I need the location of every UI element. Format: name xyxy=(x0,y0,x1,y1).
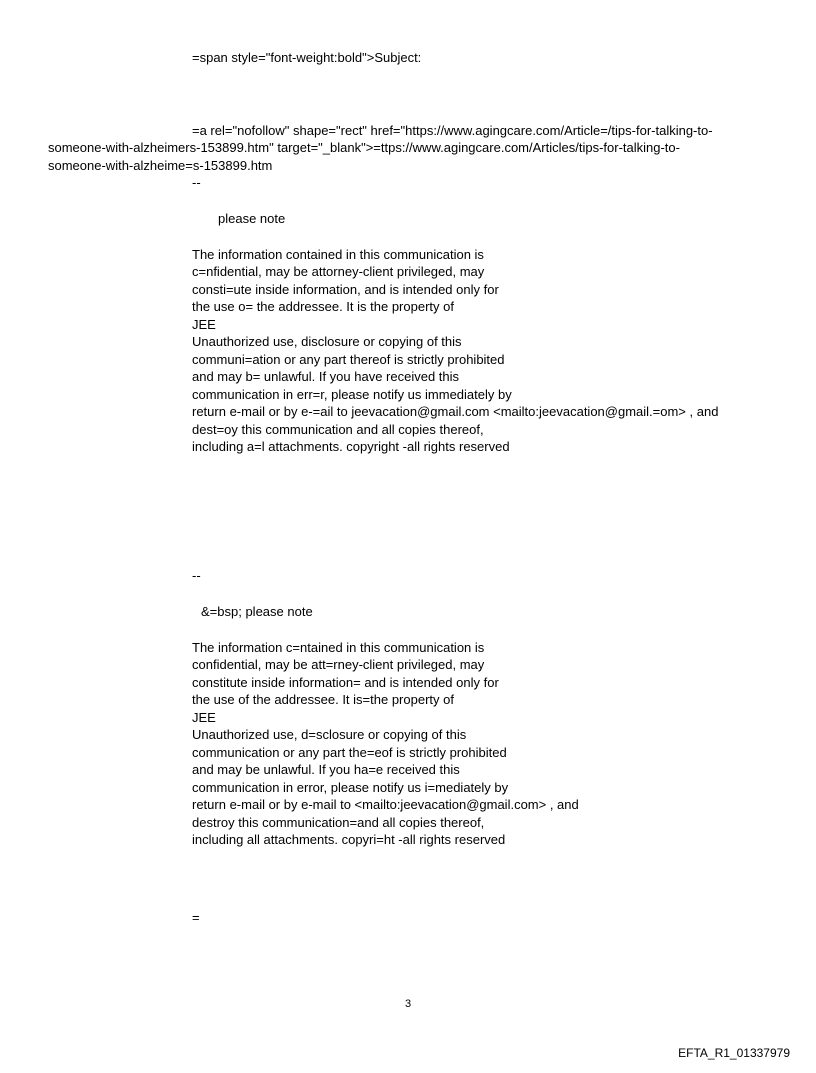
disclaimer-line: and may b= unlawful. If you have received this xyxy=(192,369,460,384)
disclaimer-line: communication or any part the=eof is strictly prohibited xyxy=(192,745,507,760)
document-id: EFTA_R1_01337979 xyxy=(678,1046,790,1060)
disclaimer-line: destroy this communication=and all copies thereof, xyxy=(192,815,485,830)
disclaimer-line: The information contained in this communication is xyxy=(192,247,484,262)
note-heading: &=bsp; please note xyxy=(201,604,313,619)
link-line-1: =a rel="nofollow" shape="rect" href="https://www.agingcare.com/Article=/tips-for-talking-to- xyxy=(192,123,713,138)
disclaimer-line: consti=ute inside information, and is intended only for xyxy=(192,282,499,297)
disclaimer-line: JEE xyxy=(192,317,216,332)
disclaimer-line: confidential, may be att=rney-client privileged, may xyxy=(192,657,485,672)
disclaimer-line: JEE xyxy=(192,710,216,725)
note-heading: please note xyxy=(218,211,286,226)
disclaimer-line: return e-mail or by e-=ail to jeevacation@gmail.com <mailto:jeevacation@gmail.=om> , and xyxy=(192,404,719,419)
disclaimer-line: the use of the addressee. It is=the property of xyxy=(192,692,454,707)
disclaimer-line: the use o= the addressee. It is the property of xyxy=(192,299,454,314)
link-line-2: someone-with-alzheimers-153899.htm" target="_blank">=ttps://www.agingcare.com/Articles/tips-for-talking-to- xyxy=(48,140,680,155)
disclaimer-line: including all attachments. copyri=ht -all rights reserved xyxy=(192,832,506,847)
disclaimer-line: communi=ation or any part thereof is strictly prohibited xyxy=(192,352,505,367)
link-line-3: someone-with-alzheime=s-153899.htm xyxy=(48,158,273,173)
page-number: 3 xyxy=(404,998,412,1010)
separator: -- xyxy=(192,568,201,583)
disclaimer-line: Unauthorized use, d=sclosure or copying of this xyxy=(192,727,467,742)
disclaimer-line: dest=oy this communication and all copies thereof, xyxy=(192,422,484,437)
disclaimer-line: constitute inside information= and is intended only for xyxy=(192,675,499,690)
separator: -- xyxy=(192,175,201,190)
subject-header: =span style="font-weight:bold">Subject: xyxy=(192,50,422,65)
disclaimer-line: communication in err=r, please notify us immediately by xyxy=(192,387,512,402)
disclaimer-line: and may be unlawful. If you ha=e received this xyxy=(192,762,460,777)
disclaimer-line: return e-mail or by e-mail to <mailto:jeevacation@gmail.com> , and xyxy=(192,797,579,812)
disclaimer-line: communication in error, please notify us i=mediately by xyxy=(192,780,509,795)
disclaimer-line: c=nfidential, may be attorney-client privileged, may xyxy=(192,264,485,279)
trailing-mark: = xyxy=(192,910,200,925)
disclaimer-line: The information c=ntained in this communication is xyxy=(192,640,485,655)
disclaimer-line: Unauthorized use, disclosure or copying of this xyxy=(192,334,462,349)
disclaimer-line: including a=l attachments. copyright -all rights reserved xyxy=(192,439,510,454)
